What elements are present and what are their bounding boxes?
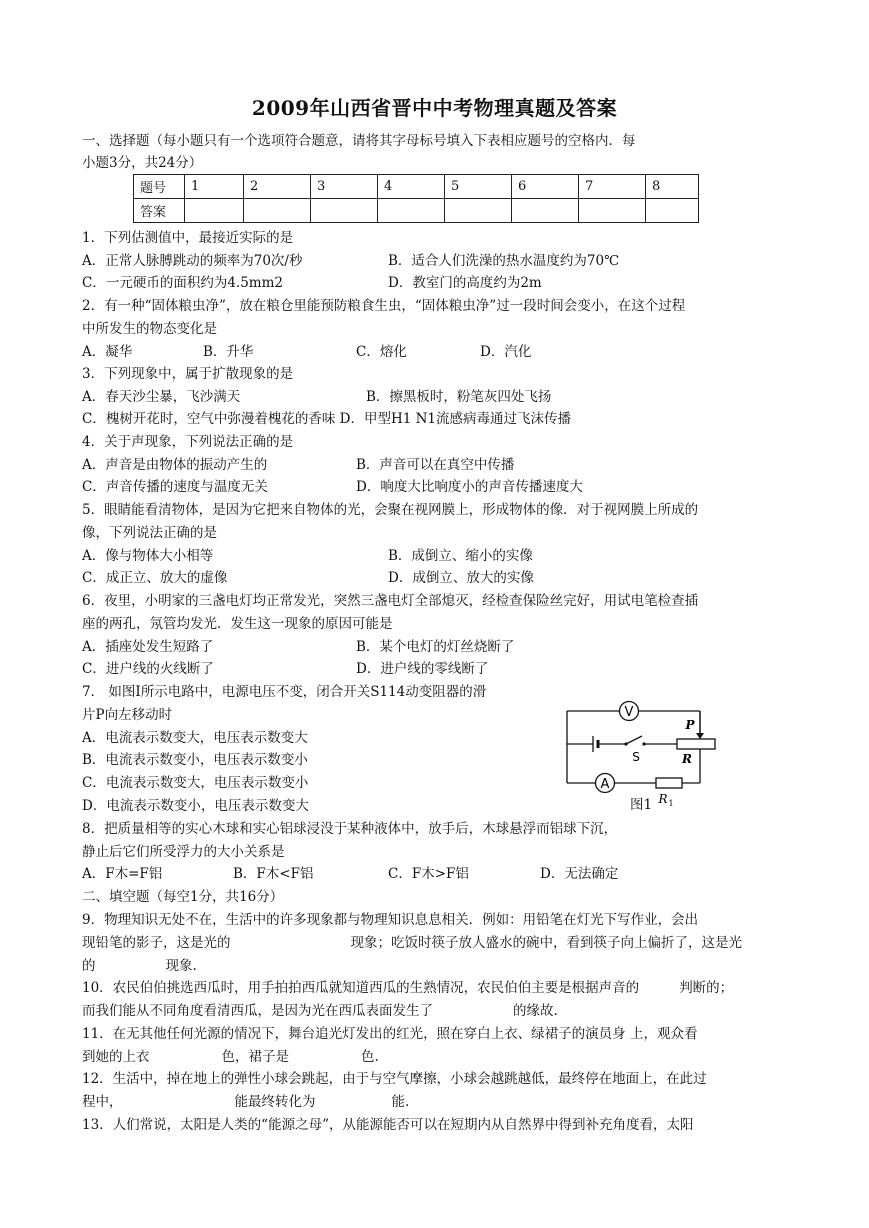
answer-table-answer-row xyxy=(134,199,699,223)
answer-cell[interactable] xyxy=(646,199,699,223)
q3-option-cd: C．槐树开花时，空气中弥漫着槐花的香味 D．甲型H1 N1流感病毒通过飞沫传播 xyxy=(82,411,571,427)
answer-cell[interactable] xyxy=(445,199,512,223)
q1-option-b: B．适合人们洗澡的热水温度约为70℃ xyxy=(388,253,620,269)
q7-option-c: C．电流表示数变大，电压表示数变小 xyxy=(82,775,309,791)
q11-text: 色. xyxy=(361,1049,379,1065)
q2-stem-cont: 中所发生的物态变化是 xyxy=(82,321,217,337)
section2-heading: 二、填空题（每空1分，共16分） xyxy=(82,889,284,905)
answer-cell[interactable] xyxy=(512,199,579,223)
q7-stem-cont: 片P向左移动时 xyxy=(82,707,173,723)
q5-option-a: A．像与物体大小相等 xyxy=(82,548,214,564)
q9-line-2 xyxy=(82,933,742,953)
section1-heading-cont: 小题3分，共24分） xyxy=(82,155,203,171)
q8-stem: 8．把质量相等的实心木球和实心铝球浸没于某种液体中，放手后，木球悬浮而铝球下沉， xyxy=(82,821,618,837)
table-number-cell: 1 xyxy=(185,175,244,199)
q2-option-c: C．熔化 xyxy=(356,344,407,360)
q10-text: 而我们能从不同角度看清西瓜，是因为光在西瓜表面发生了 xyxy=(82,1003,433,1019)
slider-arrow xyxy=(696,733,704,739)
q6-option-c: C．进户线的火线断了 xyxy=(82,661,214,677)
q7-option-b: B．电流表示数变小，电压表示数变小 xyxy=(82,752,308,768)
q12-line-2 xyxy=(82,1092,409,1112)
q6-option-b: B．某个电灯的灯丝烧断了 xyxy=(356,639,515,655)
slider-label: P xyxy=(685,718,695,732)
q8-option-c: C．F木>F铝 xyxy=(388,866,469,882)
table-header-number: 题号 xyxy=(134,175,185,199)
q6-option-d: D．进户线的零线断了 xyxy=(356,661,489,677)
q3-option-a: A．春天沙尘暴，飞沙满天 xyxy=(82,389,241,405)
table-number-cell: 8 xyxy=(646,175,699,199)
q4-option-b: B．声音可以在真空中传播 xyxy=(356,457,515,473)
q9-line-1: 9．物理知识无处不在，生活中的许多现象都与物理知识息息相关．例如：用铅笔在灯光下写作业，会出 xyxy=(82,912,699,928)
q12-text: 程中， xyxy=(82,1094,123,1110)
table-header-answer: 答案 xyxy=(134,199,185,223)
q10-line-2 xyxy=(82,1001,558,1021)
q8-stem-cont: 静止后它们所受浮力的大小关系是 xyxy=(82,844,285,860)
q10-text: 判断的； xyxy=(679,980,734,996)
answer-table xyxy=(133,174,699,223)
q7-option-a: A．电流表示数变大，电压表示数变大 xyxy=(82,730,308,746)
resistor-r1-subscript: 1 xyxy=(668,799,674,808)
q1-option-a: A．正常人脉膊跳动的频率为70次/秒 xyxy=(82,253,303,269)
switch-contact xyxy=(642,742,645,745)
q11-text: 到她的上衣 xyxy=(82,1049,150,1065)
q4-stem: 4．关于声现象，下列说法正确的是 xyxy=(82,434,294,450)
answer-cell[interactable] xyxy=(311,199,378,223)
q9-text: 现象. xyxy=(165,958,197,974)
answer-cell[interactable] xyxy=(378,199,445,223)
rheostat-label: R xyxy=(682,752,692,766)
q8-option-a: A．F木=F铝 xyxy=(82,866,163,882)
answer-cell[interactable] xyxy=(185,199,244,223)
q5-option-c: C．成正立、放大的虚像 xyxy=(82,570,228,586)
q1-stem: 1．下列估测值中，最接近实际的是 xyxy=(82,230,294,246)
section1-heading: 一、选择题（每小题只有一个选项符合题意，请将其字母标号填入下表相应题号的空格内．每 xyxy=(82,133,636,149)
table-number-cell: 4 xyxy=(378,175,445,199)
q6-stem-cont: 座的两孔，氖管均发光．发生这一现象的原因可能是 xyxy=(82,616,393,632)
q5-stem: 5．眼睛能看清物体，是因为它把来自物体的光，会聚在视网膜上，形成物体的像．对于视网膜上所成的 xyxy=(82,502,699,518)
q9-text: 现象；吃饭时筷子放人盛水的碗中，看到筷子向上偏折了，这是光 xyxy=(350,935,742,951)
table-number-cell: 3 xyxy=(311,175,378,199)
q5-stem-cont: 像，下列说法正确的是 xyxy=(82,525,217,541)
q1-option-c: C．一元硬币的面积约为4.5mm2 xyxy=(82,275,283,291)
q8-option-d: D．无法确定 xyxy=(540,866,619,882)
figure-caption: 图1 xyxy=(630,797,653,813)
q4-option-a: A．声音是由物体的振动产生的 xyxy=(82,457,268,473)
q4-option-c: C．声音传播的速度与温度无关 xyxy=(82,479,268,495)
q5-option-b: B．成倒立、缩小的实像 xyxy=(388,548,533,564)
q5-option-d: D．成倒立、放大的实像 xyxy=(388,570,534,586)
answer-cell[interactable] xyxy=(579,199,646,223)
q6-stem: 6．夜里，小明家的三盏电灯均正常发光，突然三盏电灯全部熄灭，经检查保险丝完好，用试电笔检查插 xyxy=(82,593,699,609)
q13-line-1: 13．人们常说，太阳是人类的“能源之母”，从能源能否可以在短期内从自然界中得到补充角度看，太阳 xyxy=(82,1117,694,1133)
voltmeter-label: V xyxy=(624,705,634,720)
q11-text: 色，裙子是 xyxy=(221,1049,289,1065)
q9-text: 现铅笔的影子，这是光的 xyxy=(82,935,231,951)
q4-option-d: D．响度大比响度小的声音传播速度大 xyxy=(356,479,583,495)
q7-option-d: D．电流表示数变小，电压表示数变大 xyxy=(82,798,309,814)
switch-lever xyxy=(626,736,642,744)
q1-option-d: D．教室门的高度约为2m xyxy=(388,275,542,291)
q7-stem: 7． 如图I所示电路中，电源电压不变，闭合开关S114动变阻器的滑 xyxy=(82,684,487,700)
q9-text: 的 xyxy=(82,958,96,974)
q9-line-3 xyxy=(82,956,197,976)
resistor-r1-label: R xyxy=(658,792,668,806)
q3-stem: 3．下列现象中，属于扩散现象的是 xyxy=(82,366,294,382)
q12-text: 能最终转化为 xyxy=(234,1094,316,1110)
q10-line-1 xyxy=(82,978,733,998)
q8-option-b: B．F木<F铝 xyxy=(233,866,314,882)
q10-text: 的缘故. xyxy=(513,1003,558,1019)
q10-text: 10．农民伯伯挑选西瓜时，用手拍拍西瓜就知道西瓜的生熟情况，农民伯伯主要是根据声音的 xyxy=(82,980,640,996)
q12-line-1: 12．生活中，掉在地上的弹性小球会跳起，由于与空气摩擦，小球会越跳越低，最终停在地面上，在此过 xyxy=(82,1071,707,1087)
q2-option-d: D．汽化 xyxy=(480,344,532,360)
q6-option-a: A．插座处发生短路了 xyxy=(82,639,214,655)
page-title: 2009年山西省晋中中考物理真题及答案 xyxy=(251,96,618,120)
rheostat-body xyxy=(677,739,715,749)
answer-table-number-row xyxy=(134,175,699,199)
table-number-cell: 6 xyxy=(512,175,579,199)
q2-option-b: B．升华 xyxy=(203,344,254,360)
table-number-cell: 2 xyxy=(244,175,311,199)
answer-cell[interactable] xyxy=(244,199,311,223)
q2-option-a: A．凝华 xyxy=(82,344,133,360)
ammeter-label: A xyxy=(600,777,610,792)
q3-option-b: B．擦黑板时，粉笔灰四处飞扬 xyxy=(366,389,552,405)
table-number-cell: 7 xyxy=(579,175,646,199)
resistor-r1 xyxy=(656,778,682,788)
table-number-cell: 5 xyxy=(445,175,512,199)
q11-line-2 xyxy=(82,1047,379,1067)
q11-line-1: 11．在无其他任何光源的情况下，舞台追光灯发出的红光，照在穿白上衣、绿裙子的演员身 上，观众看 xyxy=(82,1026,698,1042)
q12-text: 能. xyxy=(391,1094,410,1110)
switch-label: S xyxy=(632,750,640,764)
q2-stem: 2．有一种“固体粮虫净”，放在粮仓里能预防粮食生虫，“固体粮虫净”过一段时间会变小，在这个过程 xyxy=(82,298,686,314)
